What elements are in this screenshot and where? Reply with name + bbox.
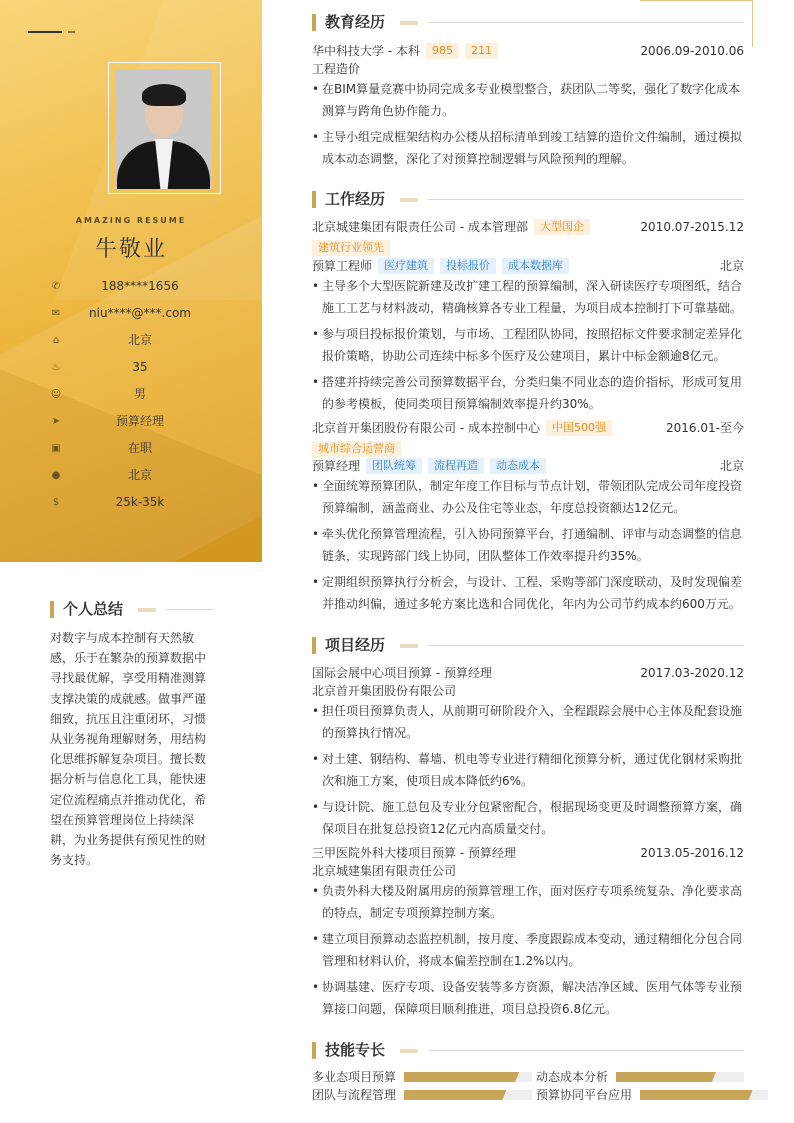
section-dash: [400, 198, 418, 202]
education-date: 2006.09-2010.06: [640, 44, 744, 58]
tag-badge: 动态成本: [490, 458, 546, 474]
skill-bar-fill: [640, 1090, 753, 1100]
info-value: 预算经理: [115, 414, 164, 428]
salary-icon: $: [52, 497, 60, 508]
tag-badge: 流程再造: [428, 458, 484, 474]
job-city: 北京: [719, 459, 744, 473]
major-text: 工程造价: [312, 62, 361, 76]
candidate-name: 牛敬业: [94, 237, 167, 262]
skill-bar-track: [640, 1090, 768, 1100]
bullet-item: • 主导小组完成框架结构办公楼从招标清单到竣工结算的造价文件编制，通过模拟成本动态调整，深化了对预算控制逻辑与风险预判的理解。: [312, 126, 744, 170]
section-dash: [400, 21, 418, 25]
section-bar: [312, 637, 316, 654]
project-company: [312, 863, 456, 879]
school-name: [312, 43, 498, 59]
bullet-item: • 全面统筹预算团队，制定年度工作目标与节点计划，带领团队完成公司年度投资预算编制，涵盖商业、办公及住宅等业态，年度总投资额达12亿元。: [312, 475, 744, 519]
job-date: 2016.01-至今: [666, 421, 744, 435]
tag-badge: 成本数据库: [502, 258, 569, 274]
skill-label: 预算协同平台应用: [536, 1088, 633, 1102]
bullet-item: • 在BIM算量竞赛中协同完成多专业模型整合，获团队二等奖，强化了数字化成本测算与跨角色协作能力。: [312, 78, 744, 122]
photo-frame: [108, 62, 221, 194]
tag-badge: 城市综合运营商: [312, 441, 401, 457]
info-value: 在职: [127, 441, 152, 455]
bullet-item: • 定期组织预算执行分析会，与设计、工程、采购等部门深度联动，及时发现偏差并推动纠偏，通过多轮方案比选和合同优化，年内为公司节约成本约600万元。: [312, 571, 744, 615]
bullet-item: • 参与项目投标报价策划，与市场、工程团队协同，按照招标文件要求制定差异化报价策略，协助公司连续中标多个医疗及公建项目，累计中标金额逾8亿元。: [312, 323, 744, 367]
school-name-text: 华中科技大学 - 本科: [312, 44, 420, 58]
skill-label: 团队与流程管理: [312, 1088, 397, 1102]
company-name-text: 北京首开集团股份有限公司 - 成本控制中心: [312, 421, 540, 435]
skill-bar-track: [404, 1072, 532, 1082]
job-role-text: 预算经理: [312, 459, 361, 473]
tag-badge: 团队统筹: [366, 458, 422, 474]
cake-icon: ♨: [51, 362, 61, 373]
info-row: [40, 278, 240, 298]
major: [312, 61, 360, 77]
section-rule: [428, 645, 744, 646]
education-section-title: [312, 13, 744, 33]
skill-label: 动态成本分析: [536, 1070, 609, 1084]
info-value: 北京: [127, 333, 152, 347]
job-role: [312, 258, 569, 274]
project-date: 2013.05-2016.12: [640, 846, 744, 860]
section-dash: [400, 644, 418, 648]
job-city: 北京: [719, 259, 744, 273]
summary-title: 个人总结: [63, 600, 124, 618]
tag-badge: 211: [465, 43, 498, 59]
section-title-text: 工作经历: [325, 190, 386, 208]
skill-bar-fill: [404, 1090, 506, 1100]
section-title-text: 教育经历: [325, 13, 386, 31]
section-rule: [428, 22, 744, 23]
section-bar: [312, 191, 316, 208]
tag-badge: 985: [426, 43, 459, 59]
bullet-item: • 建立项目预算动态监控机制，按月度、季度跟踪成本变动，通过精细化分包合同管理和材料认价，将成本偏差控制在1.2%以内。: [312, 928, 744, 972]
job-date: 2010.07-2015.12: [640, 220, 744, 234]
project-name: [312, 665, 492, 681]
skill-bar-fill: [404, 1072, 519, 1082]
project-company-text: 北京城建集团有限责任公司: [312, 864, 457, 878]
job-role: [312, 458, 546, 474]
skill-bar-fill: [616, 1072, 716, 1082]
section-rule: [428, 1050, 744, 1051]
summary-section-title: [50, 600, 215, 620]
briefcase-icon: ▣: [51, 443, 61, 454]
job-role-text: 预算工程师: [312, 259, 373, 273]
tag-badge: 建筑行业领先: [312, 240, 390, 256]
info-row: [40, 440, 240, 460]
decorative-line: [28, 31, 62, 33]
info-value: 男: [133, 387, 146, 401]
info-row: [40, 467, 240, 487]
project-company: [312, 683, 456, 699]
project-name-text: 三甲医院外科大楼项目预算 - 预算经理: [312, 846, 516, 860]
project-name-text: 国际会展中心项目预算 - 预算经理: [312, 666, 492, 680]
location-pin-icon: ●: [51, 470, 61, 481]
info-value: 188****1656: [101, 279, 179, 293]
bullet-item: • 担任项目预算负责人，从前期可研阶段介入，全程跟踪会展中心主体及配套设施的预算执行情况。: [312, 700, 744, 744]
info-row: [40, 332, 240, 352]
tag-badge: 中国500强: [546, 420, 612, 436]
section-title-text: 项目经历: [325, 636, 386, 654]
info-value: 35: [132, 360, 148, 374]
company-name: [312, 219, 590, 235]
bullet-item: • 与设计院、施工总包及专业分包紧密配合，根据现场变更及时调整预算方案，确保项目在批复总投资12亿元内高质量交付。: [312, 796, 744, 840]
bullet-item: • 协调基建、医疗专项、设备安装等多方资源，解决洁净区域、医用气体等专业预算接口问题，保障项目顺利推进，项目总投资6.8亿元。: [312, 976, 744, 1020]
bullet-item: • 搭建并持续完善公司预算数据平台，分类归集不同业态的造价指标，形成可复用的参考模板，使同类项目预算编制效率提升约30%。: [312, 371, 744, 415]
skill-label: 多业态项目预算: [312, 1070, 397, 1084]
projects-section-title: [312, 636, 744, 656]
bullet-item: • 主导多个大型医院新建及改扩建工程的预算编制，深入研读医疗专项图纸，结合施工工艺与材料波动，精确核算各专业工程量，为项目成本控制打下可靠基础。: [312, 275, 744, 319]
info-value: 25k-35k: [115, 495, 165, 509]
mail-icon: ✉: [51, 308, 61, 319]
info-row: [40, 494, 240, 514]
section-title-text: 技能专长: [325, 1041, 386, 1059]
bullet-item: • 对土建、钢结构、幕墙、机电等专业进行精细化预算分析，通过优化钢材采购批次和施工方案，使项目成本降低约6%。: [312, 748, 744, 792]
tag-badge: 投标报价: [440, 258, 496, 274]
resume-tagline: AMAZING RESUME: [75, 216, 187, 225]
work-section-title: [312, 190, 744, 210]
skill-bar-track: [404, 1090, 532, 1100]
summary-text: 对数字与成本控制有天然敏感，乐于在繁杂的预算数据中寻找最优解，享受用精准测算支撑决策的成就感。做事严谨细致，抗压且注重闭环，习惯从业务视角理解财务，用结构化思维拆解复杂项目。擅长数据分析与信息化工具，能快速定位流程痛点并推动优化，希望在预算管理岗位上持续深耕，为业务提供有预见性的财务支持。: [50, 631, 207, 868]
bullet-item: • 牵头优化预算管理流程，引入协同预算平台，打通编制、评审与动态调整的信息链条，实现跨部门线上协同，团队整体工作效率提升约35%。: [312, 523, 744, 567]
info-row: [40, 386, 240, 406]
project-company-text: 北京首开集团股份有限公司: [312, 684, 457, 698]
info-row: [40, 305, 240, 325]
tag-badge: 医疗建筑: [378, 258, 434, 274]
skill-bar-track: [616, 1072, 744, 1082]
send-icon: ➤: [51, 416, 61, 427]
info-row: [40, 359, 240, 379]
project-date: 2017.03-2020.12: [640, 666, 744, 680]
bullet-item: • 负责外科大楼及附属用房的预算管理工作，面对医疗专项系统复杂、净化要求高的特点，制定专项预算控制方案。: [312, 880, 744, 924]
skills-section-title: [312, 1041, 744, 1061]
section-rule: [428, 199, 744, 200]
project-name: [312, 845, 516, 861]
section-dash: [400, 1049, 418, 1053]
gender-icon: ☺: [50, 389, 62, 400]
company-name-text: 北京城建集团有限责任公司 - 成本管理部: [312, 220, 528, 234]
company-name: [312, 420, 612, 436]
decorative-dash: [68, 31, 75, 33]
home-icon: ⌂: [52, 335, 60, 346]
section-bar: [312, 1042, 316, 1059]
info-value: 北京: [127, 468, 152, 482]
info-value: niu****@***.com: [89, 306, 191, 320]
info-row: [40, 413, 240, 433]
phone-icon: ✆: [51, 281, 61, 292]
tag-badge: 大型国企: [534, 219, 590, 235]
section-bar: [312, 14, 316, 31]
